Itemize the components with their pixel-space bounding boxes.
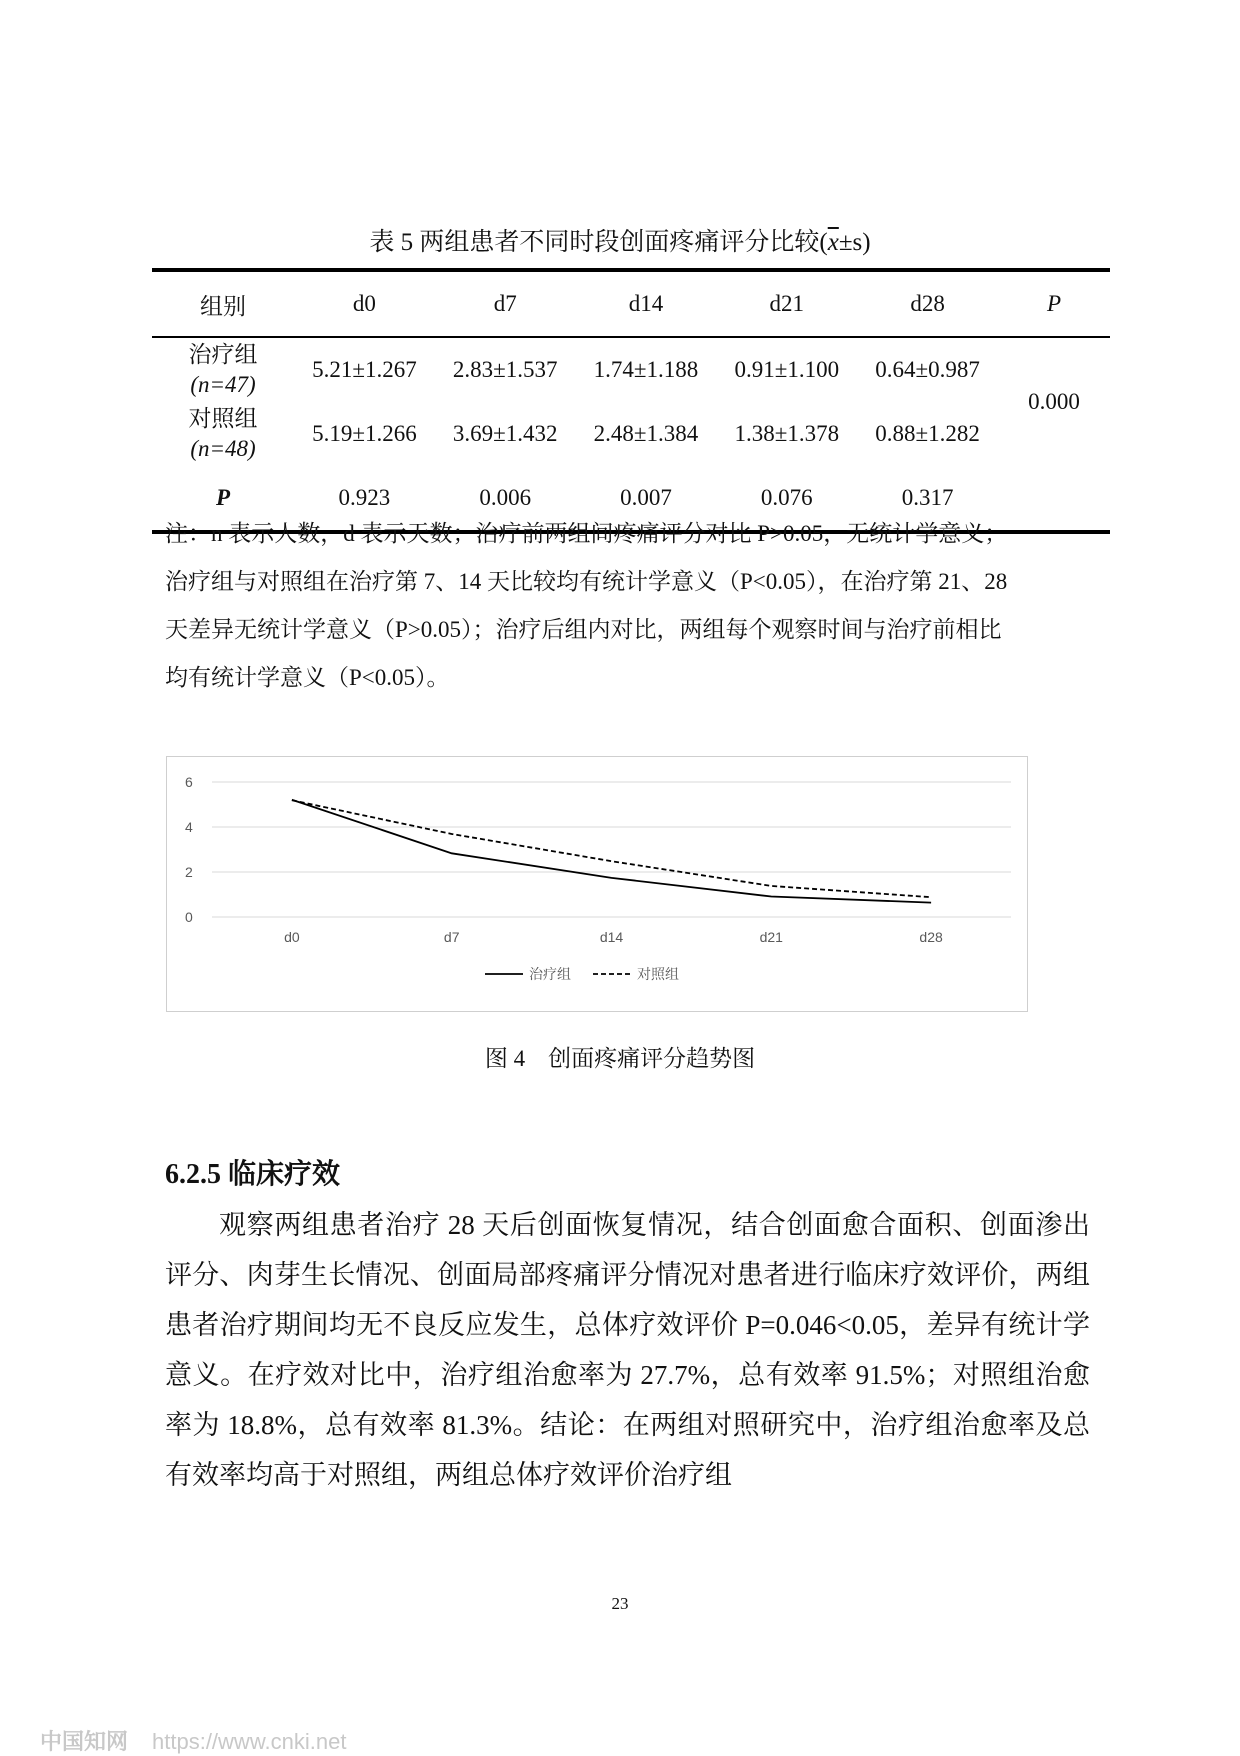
x-tick-label: d28 (919, 929, 943, 945)
group-cell (152, 337, 294, 402)
header-d28: d28 (910, 291, 945, 316)
y-tick-label: 6 (185, 774, 193, 790)
value-cell: 5.21±1.267 (312, 357, 417, 382)
value-cell: 2.83±1.537 (452, 357, 558, 382)
p-overall-cell: 0.000 (1028, 389, 1080, 414)
value-cell: 0.88±1.282 (875, 421, 980, 446)
pain-score-table (152, 268, 1110, 534)
header-d7: d7 (493, 291, 517, 316)
header-d14: d14 (628, 291, 664, 316)
p-value-cell: 0.006 (479, 485, 532, 510)
legend-label: 对照组 (637, 966, 679, 982)
y-tick-label: 2 (185, 864, 193, 880)
series-line-treatment (292, 800, 931, 903)
legend-label: 治疗组 (529, 966, 571, 982)
x-tick-label: d21 (759, 929, 783, 945)
value-cell: 0.64±0.987 (875, 357, 980, 382)
header-d21: d21 (769, 291, 805, 316)
group-n: (n=48) (190, 436, 256, 461)
group-name: 对照组 (188, 406, 258, 431)
series-line-control (292, 800, 931, 897)
p-value-cell: 0.317 (901, 485, 954, 510)
value-cell: 3.69±1.432 (452, 421, 558, 446)
group-cell (152, 402, 294, 466)
p-value-cell: 0.923 (338, 485, 391, 510)
header-p: P (1046, 291, 1062, 316)
p-row-label: P (215, 485, 231, 510)
note-line: 治疗组与对照组在治疗第 7、14 天比较均有统计学意义（P<0.05），在治疗第 21、28 (165, 569, 1008, 594)
chart-svg (167, 757, 1029, 1013)
table-caption (0, 222, 1240, 258)
watermark (40, 1725, 346, 1756)
watermark-brand: 中国知网 (40, 1729, 129, 1754)
value-cell: 1.38±1.378 (734, 421, 840, 446)
header-d0: d0 (352, 291, 376, 316)
p-value-cell: 0.007 (620, 485, 672, 510)
note-line: 均有统计学意义（P<0.05）。 (165, 665, 450, 690)
page-number: 23 (611, 1594, 629, 1613)
table-note (165, 510, 1095, 702)
value-cell: 0.91±1.100 (734, 357, 840, 382)
group-name: 治疗组 (188, 342, 258, 367)
value-cell: 2.48±1.384 (593, 421, 699, 446)
section-title: 6.2.5 临床疗效 (165, 1159, 341, 1190)
table-caption-suffix: ±s) (838, 229, 871, 256)
group-n: (n=47) (190, 372, 256, 397)
y-tick-label: 0 (185, 909, 193, 925)
figure-caption: 图 4 创面疼痛评分趋势图 (484, 1046, 756, 1071)
note-line: 天差异无统计学意义（P>0.05）；治疗后组内对比，两组每个观察时间与治疗前相比 (165, 617, 1002, 642)
body-text (165, 1200, 1090, 1500)
x-tick-label: d14 (599, 929, 624, 945)
body-paragraph: 观察两组患者治疗 28 天后创面恢复情况，结合创面愈合面积、创面渗出评分、肉芽生长情况、创面局部疼痛评分情况对患者进行临床疗效评价，两组患者治疗期间均无不良反应发生，总体疗效评价 P=0.046<0.05，差异有统计学意义。在疗效对比中，治疗组治愈率为 27.7%，总有效率 91.5%；对照组治愈率为 18.8%，总有效率 81.3%。结论：在两组对照研究中，治疗组治愈率及总有效率均高于对照组，两组总体疗效评价治疗组 (165, 1210, 1090, 1490)
table-header-row (152, 270, 1110, 337)
p-value-cell: 0.076 (760, 485, 813, 510)
x-tick-label: d7 (443, 929, 460, 945)
watermark-url: https://www.cnki.net (152, 1729, 347, 1754)
header-group: 组别 (200, 293, 246, 319)
pain-trend-chart (166, 756, 1028, 1012)
table-row (152, 402, 1110, 466)
y-tick-label: 4 (185, 819, 193, 835)
table-caption-prefix: 表 5 两组患者不同时段创面疼痛评分比较( (369, 229, 828, 256)
note-line: 注：n 表示人数，d 表示天数；治疗前两组间疼痛评分对比 P>0.05，无统计学意义； (165, 521, 1008, 546)
table-caption-mean-symbol: $\overline{x}$ (827, 229, 839, 256)
value-cell: 1.74±1.188 (593, 357, 699, 382)
value-cell: 5.19±1.266 (312, 421, 417, 446)
x-tick-label: d0 (284, 929, 300, 945)
table-row (152, 337, 1110, 402)
